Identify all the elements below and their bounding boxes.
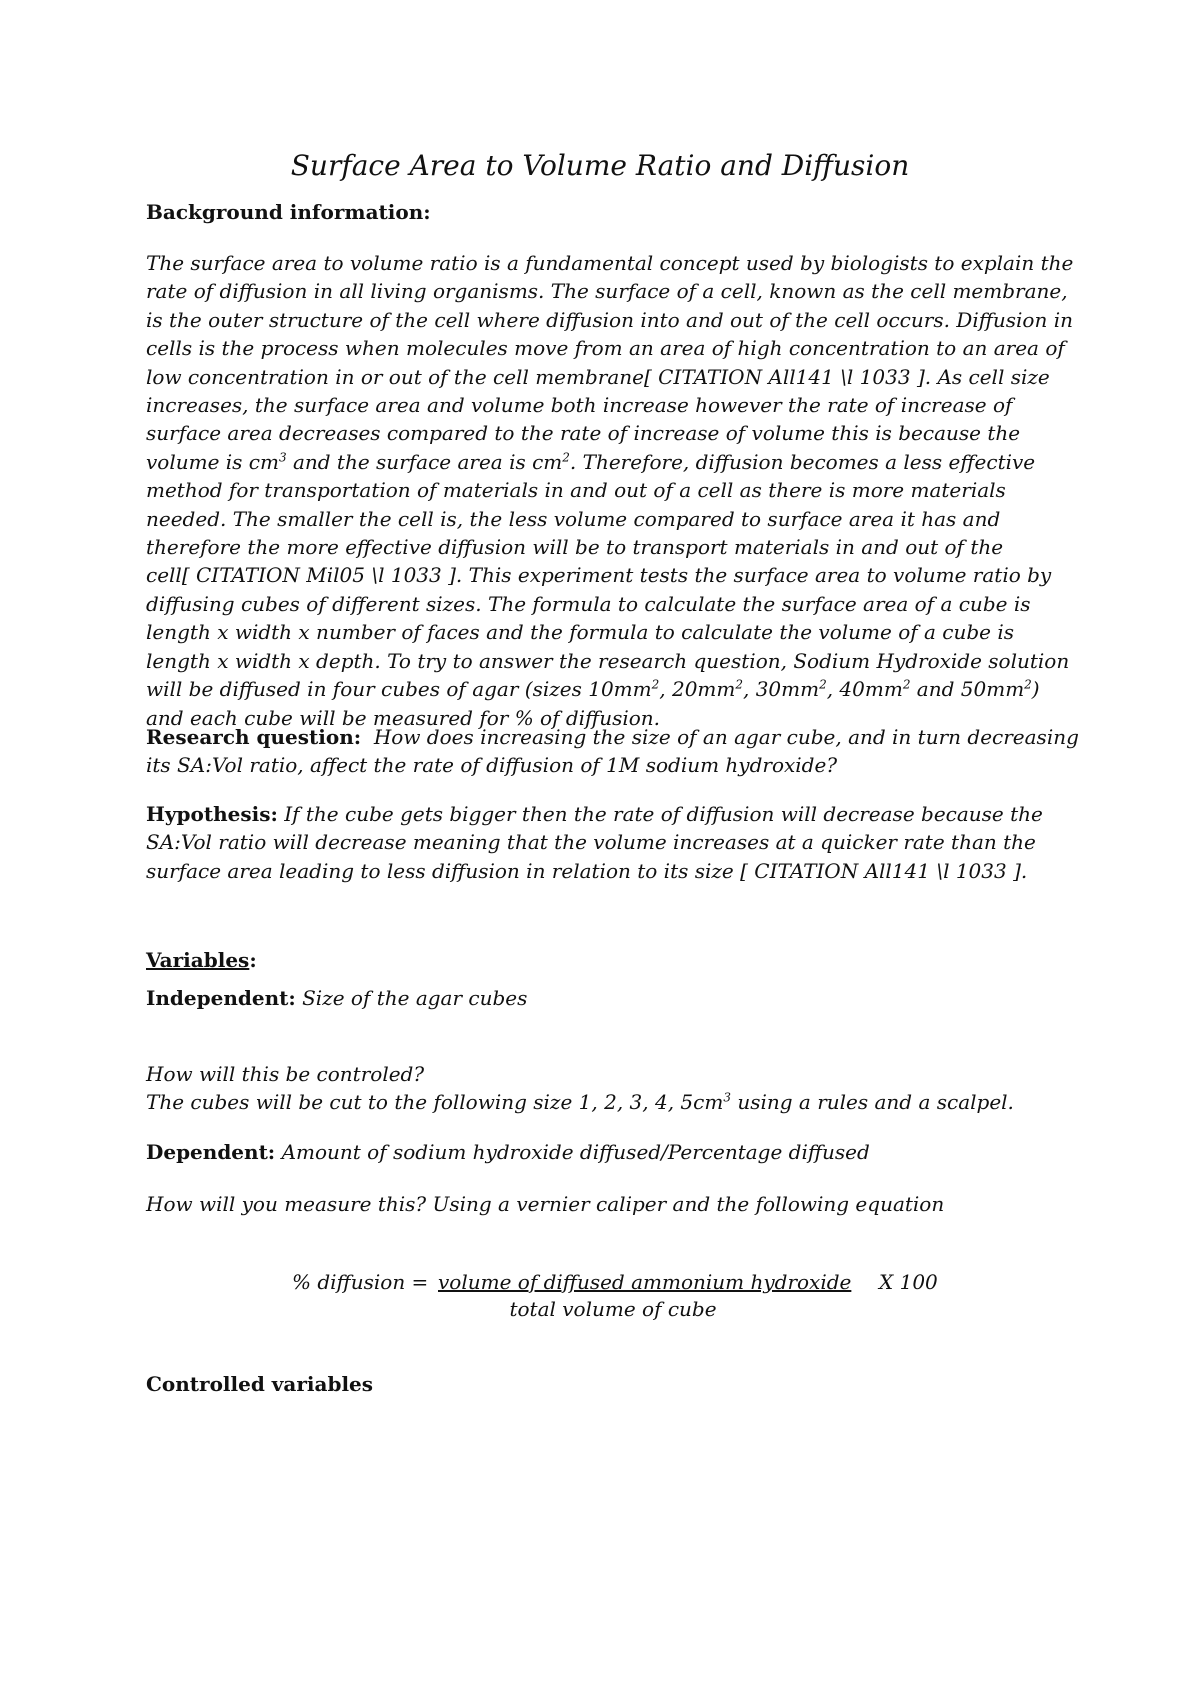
equation-numerator: volume of diffused ammonium hydroxide (438, 1270, 852, 1294)
background-line: rate of diffusion in all living organisms. The surface of a cell, known as the cell membrane, (146, 279, 1068, 304)
control-method (146, 1060, 1066, 1117)
independent-label: Independent: (146, 986, 296, 1010)
background-line: therefore the more effective diffusion will be to transport materials in and out of the (146, 535, 1004, 560)
background-line: increases, the surface area and volume both increase however the rate of increase of (146, 393, 1013, 418)
background-line: cell[ CITATION Mil05 \l 1033 ]. This experiment tests the surface area to volume ratio by (146, 563, 1052, 588)
dependent-variable (146, 1138, 1066, 1166)
control-answer: The cubes will be cut to the following size 1, 2, 3, 4, $5cm^3$ using a rules and a scalpel. (146, 1090, 1014, 1115)
variables-heading: Variables: (146, 948, 257, 972)
hypothesis (146, 800, 1066, 885)
background-line: The surface area to volume ratio is a fundamental concept used by biologists to explain the (146, 251, 1074, 275)
hypothesis-text: If the cube gets bigger then the rate of diffusion will decrease because the (284, 802, 1043, 826)
hypothesis-label: Hypothesis: (146, 802, 278, 826)
background-paragraph (146, 249, 1074, 732)
measure-line: How will you measure this? Using a vernier caliper and the following equation (146, 1192, 945, 1216)
background-heading: Background information: (146, 200, 431, 224)
background-line: cells is the process when molecules move from an area of high concentration to an area of (146, 336, 1065, 361)
control-question: How will this be controled? (146, 1062, 425, 1086)
independent-variable (146, 984, 1066, 1012)
dependent-value: Amount of sodium hydroxide diffused/Percentage diffused (281, 1140, 870, 1164)
background-line: and each cube will be measured for % of diffusion. (146, 705, 661, 730)
hypothesis-text: surface area leading to less diffusion in relation to its size [ CITATION All141 \l 1033 ]. (146, 858, 1028, 883)
background-line-units: volume is $cm^3$ and the surface area is $cm^2$. Therefore, diffusion becomes a less effective (146, 449, 1036, 474)
equation-lhs: % diffusion = (292, 1270, 429, 1294)
independent-value: Size of the agar cubes (302, 986, 528, 1010)
controlled-variables-heading: Controlled variables (146, 1372, 374, 1396)
background-line: low concentration in or out of the cell membrane[ CITATION All141 \l 1033 ]. As cell size (146, 364, 1050, 389)
hypothesis-text: SA:Vol ratio will decrease meaning that the volume increases at a quicker rate than the (146, 830, 1036, 855)
background-line: surface area decreases compared to the rate of increase of volume this is because the (146, 421, 1021, 446)
document-title: Surface Area to Volume Ratio and Diffusion (290, 149, 910, 182)
background-line: is the outer structure of the cell where diffusion into and out of the cell occurs. Diffusion in (146, 307, 1073, 332)
background-line-sizes: will be diffused in four cubes of agar (sizes $10mm^2$, $20mm^2$, $30mm^2$, $40mm^2$ and $50mm^2$) (146, 677, 1040, 702)
background-line: length x width x number of faces and the formula to calculate the volume of a cube is (146, 620, 1015, 645)
background-line: method for transportation of materials in and out of a cell as there is more materials (146, 478, 1006, 503)
dependent-label: Dependent: (146, 1140, 276, 1164)
research-question (146, 723, 1079, 780)
background-line: needed. The smaller the cell is, the less volume compared to surface area it has and (146, 506, 1001, 531)
research-text: its SA:Vol ratio, affect the rate of diffusion of 1M sodium hydroxide? (146, 753, 838, 778)
research-text: How does increasing the size of an agar cube, and in turn decreasing (373, 725, 1079, 749)
research-label: Research question: (146, 725, 362, 749)
equation-multiplier: X 100 (879, 1270, 938, 1294)
background-line: diffusing cubes of different sizes. The formula to calculate the surface area of a cube is (146, 591, 1031, 616)
background-line: length x width x depth. To try to answer the research question, Sodium Hydroxide solution (146, 648, 1070, 673)
equation-denominator: total volume of cube (509, 1297, 717, 1321)
